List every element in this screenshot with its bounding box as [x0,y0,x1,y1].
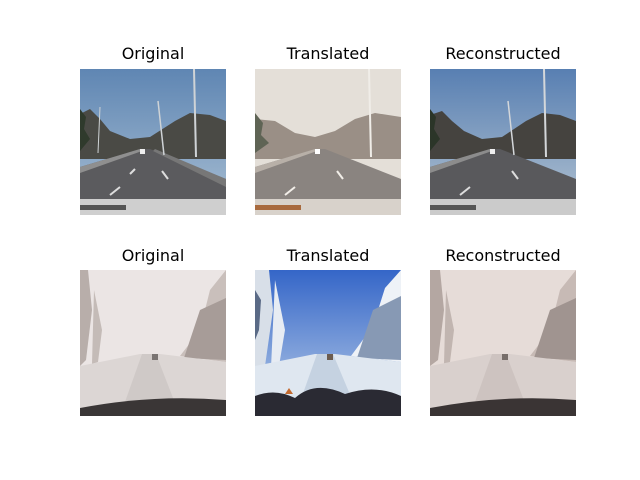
panel-title-reconstructed-row2: Reconstructed [445,246,561,265]
image-reconstructed-foggy-snow-road [430,270,576,416]
panel-title-original-row1: Original [121,44,185,63]
image-translated-bright-snow-road [255,270,401,416]
image-original-foggy-snow-road [80,270,226,416]
image-reconstructed-clear-highway [430,69,576,215]
image-original-clear-highway [80,69,226,215]
panel-title-reconstructed-row1: Reconstructed [445,44,561,63]
panel-title-translated-row1: Translated [286,44,370,63]
panel-title-original-row2: Original [121,246,185,265]
panel-title-translated-row2: Translated [286,246,370,265]
image-translated-hazy-highway [255,69,401,215]
